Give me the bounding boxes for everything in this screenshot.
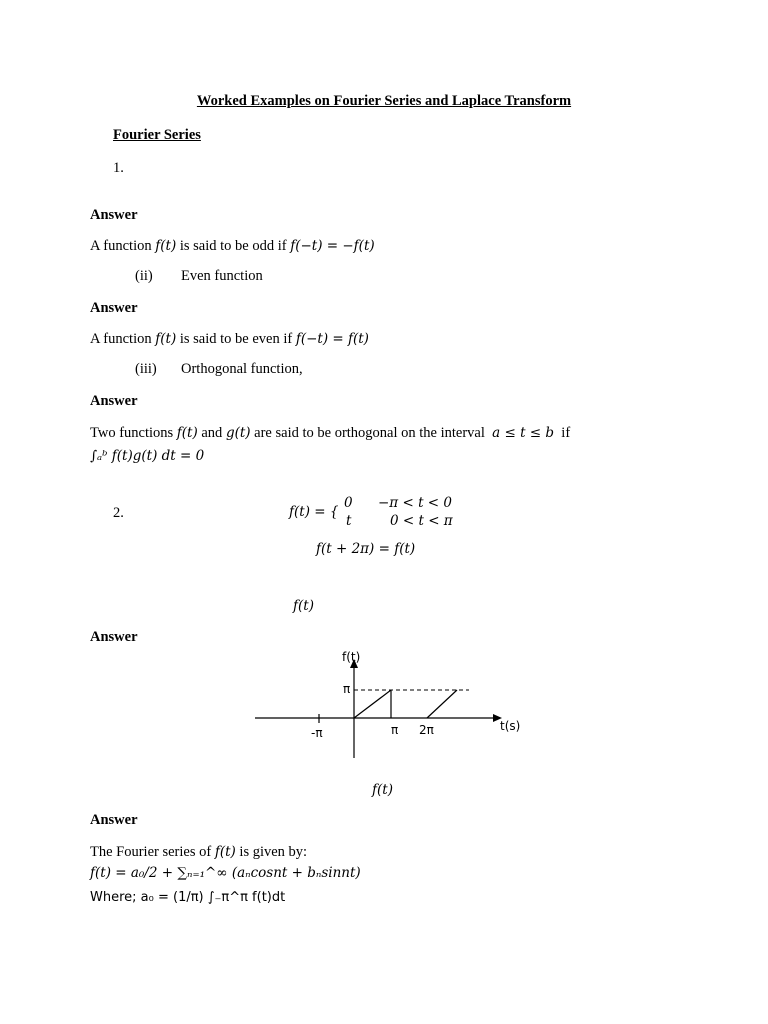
piecewise-row1-condition: −π < t < 0 (378, 495, 452, 511)
orth-text-start: Two functions (90, 425, 174, 441)
even-text-start: A function (90, 331, 152, 347)
odd-text-mid: is said to be odd if (179, 238, 287, 254)
pi-x-label: π (391, 723, 399, 737)
answer-label: Answer (90, 300, 138, 316)
graph-caption: f(t) (372, 782, 393, 798)
fourier-series-formula: f(t) = a₀/2 + ∑ₙ₌₁^∞ (aₙcosnt + bₙsinnt) (90, 865, 361, 881)
periodicity-condition: f(t + 2π) = f(t) (316, 541, 416, 557)
orth-text-mid: are said to be orthogonal on the interval (254, 425, 485, 441)
odd-text-start: A function (90, 238, 152, 254)
answer-label: Answer (90, 629, 138, 645)
fourier-intro (90, 844, 307, 861)
two-pi-label: 2π (419, 723, 434, 737)
odd-condition: f(−t) = −f(t) (290, 238, 375, 254)
orthogonal-integral: ∫ₐᵇ f(t)g(t) dt = 0 (90, 448, 205, 464)
document-title: Worked Examples on Fourier Series and Laplace Transform (196, 93, 572, 109)
answer-label: Answer (90, 207, 138, 223)
orthogonal-definition (90, 425, 570, 442)
fourier-text-start: The Fourier series of (90, 844, 212, 860)
function-symbol: f(t) (155, 238, 177, 254)
pi-y-tick-label: π (343, 682, 351, 696)
a0-formula: Where; a₀ = (1/π) ∫₋π^π f(t)dt (90, 890, 286, 905)
item-ii-text: Even function (181, 268, 263, 284)
piecewise-lhs: f(t) = { (289, 504, 339, 520)
function-g: g(t) (225, 425, 251, 441)
piecewise-row2-condition: 0 < t < π (390, 513, 453, 529)
section-heading: Fourier Series (113, 127, 201, 143)
item-iii-text: Orthogonal function, (181, 361, 303, 377)
y-axis-label: f(t) (342, 650, 361, 664)
ramp-segment-2 (427, 690, 457, 718)
answer-label: Answer (90, 812, 138, 828)
ramp-segment-1 (354, 690, 391, 718)
function-f: f(t) (176, 425, 198, 441)
neg-pi-label: -π (311, 726, 323, 740)
orth-if: if (561, 425, 571, 441)
orth-interval: a ≤ t ≤ b (492, 425, 555, 441)
answer-label: Answer (90, 393, 138, 409)
item-ii-label: (ii) (135, 268, 153, 284)
sawtooth-graph (250, 640, 530, 765)
orth-and: and (201, 425, 223, 441)
question-1-number: 1. (113, 160, 124, 176)
piecewise-row2-value: t (346, 513, 352, 529)
odd-definition (90, 238, 375, 255)
x-axis-label: t(s) (500, 719, 521, 733)
even-text-mid: is said to be even if (179, 331, 293, 347)
function-label: f(t) (293, 598, 314, 614)
question-2-number: 2. (113, 505, 124, 521)
function-symbol: f(t) (214, 844, 236, 860)
piecewise-row1-value: 0 (344, 495, 353, 511)
fourier-text-end: is given by: (239, 844, 308, 860)
function-symbol: f(t) (155, 331, 177, 347)
item-iii-label: (iii) (135, 361, 157, 377)
even-condition: f(−t) = f(t) (295, 331, 369, 347)
even-definition (90, 331, 369, 348)
